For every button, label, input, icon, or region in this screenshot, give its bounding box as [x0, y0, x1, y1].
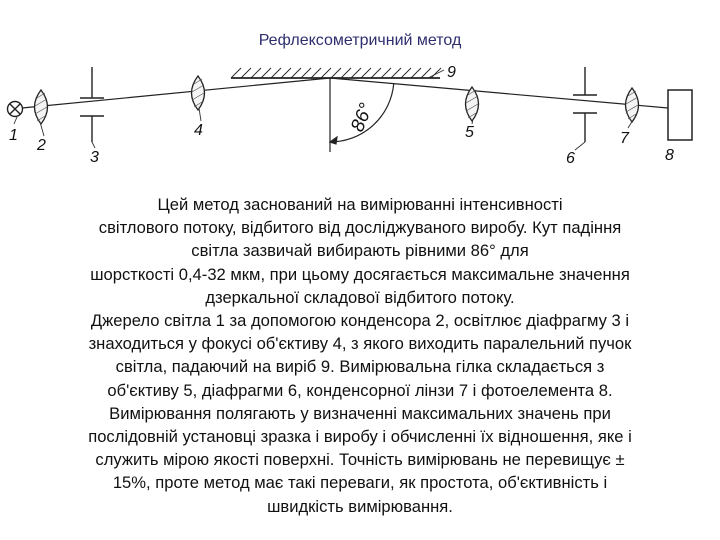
- label-2: 2: [37, 137, 46, 154]
- objective-lens-4: [192, 76, 205, 110]
- label-6: 6: [566, 150, 575, 167]
- objective-lens-5: [466, 87, 479, 121]
- label-8: 8: [665, 147, 674, 164]
- diaphragm-6: [573, 67, 597, 142]
- text-line: служить мірою якості поверхні. Точність вимірювань не перевищує ±: [95, 450, 625, 470]
- optical-scheme-diagram: [0, 52, 720, 192]
- photocell: [668, 90, 692, 140]
- sample-surface: [231, 68, 441, 78]
- text-line: послідовній установці зразка і виробу і обчисленні їх відношення, яке і: [88, 427, 632, 447]
- slide-title: Рефлексометричний метод: [258, 32, 462, 49]
- text-line: знаходиться у фокусі об'єктиву 4, з якого виходить паралельний пучок: [88, 334, 632, 354]
- label-5: 5: [465, 124, 474, 141]
- light-source-lamp: [8, 102, 23, 117]
- light-beam: [22, 78, 668, 108]
- text-line: Цей метод заснований на вимірюванні інтенсивності: [157, 195, 563, 214]
- diaphragm-3: [80, 67, 104, 142]
- text-line: шорсткості 0,4-32 мкм, при цьому досягається максимальне значення: [90, 264, 630, 284]
- label-9: 9: [447, 64, 456, 81]
- label-7: 7: [620, 130, 629, 147]
- leader-lines: [14, 70, 633, 150]
- label-3: 3: [90, 149, 99, 166]
- text-line: світла зазвичай вибирають рівними 86° для: [191, 241, 529, 261]
- text-line: Вимірювання полягають у визначенні максимальних значень при: [109, 403, 611, 423]
- text-line: об'єктиву 5, діафрагми 6, конденсорної лінзи 7 і фотоелемента 8.: [107, 380, 613, 400]
- method-description: [12, 193, 708, 518]
- text-line: швидкість вимірювання.: [267, 496, 453, 516]
- condenser-lens: [35, 90, 48, 124]
- text-line: Джерело світла 1 за допомогою конденсора 2, освітлює діафрагму 3 і: [90, 311, 630, 331]
- label-4: 4: [194, 122, 203, 139]
- text-line: дзеркальної складової відбитого потоку.: [205, 287, 515, 307]
- label-1: 1: [9, 127, 18, 144]
- text-line: світла, падаючий на виріб 9. Вимірювальна гілка складається з: [115, 357, 605, 377]
- text-line: 15%, проте метод має такі переваги, як простота, об'єктивність і: [112, 473, 608, 493]
- condenser-lens-7: [626, 88, 639, 122]
- angle-label: 86°: [347, 100, 378, 135]
- text-line: світлового потоку, відбитого від досліджуваного виробу. Кут падіння: [98, 218, 622, 238]
